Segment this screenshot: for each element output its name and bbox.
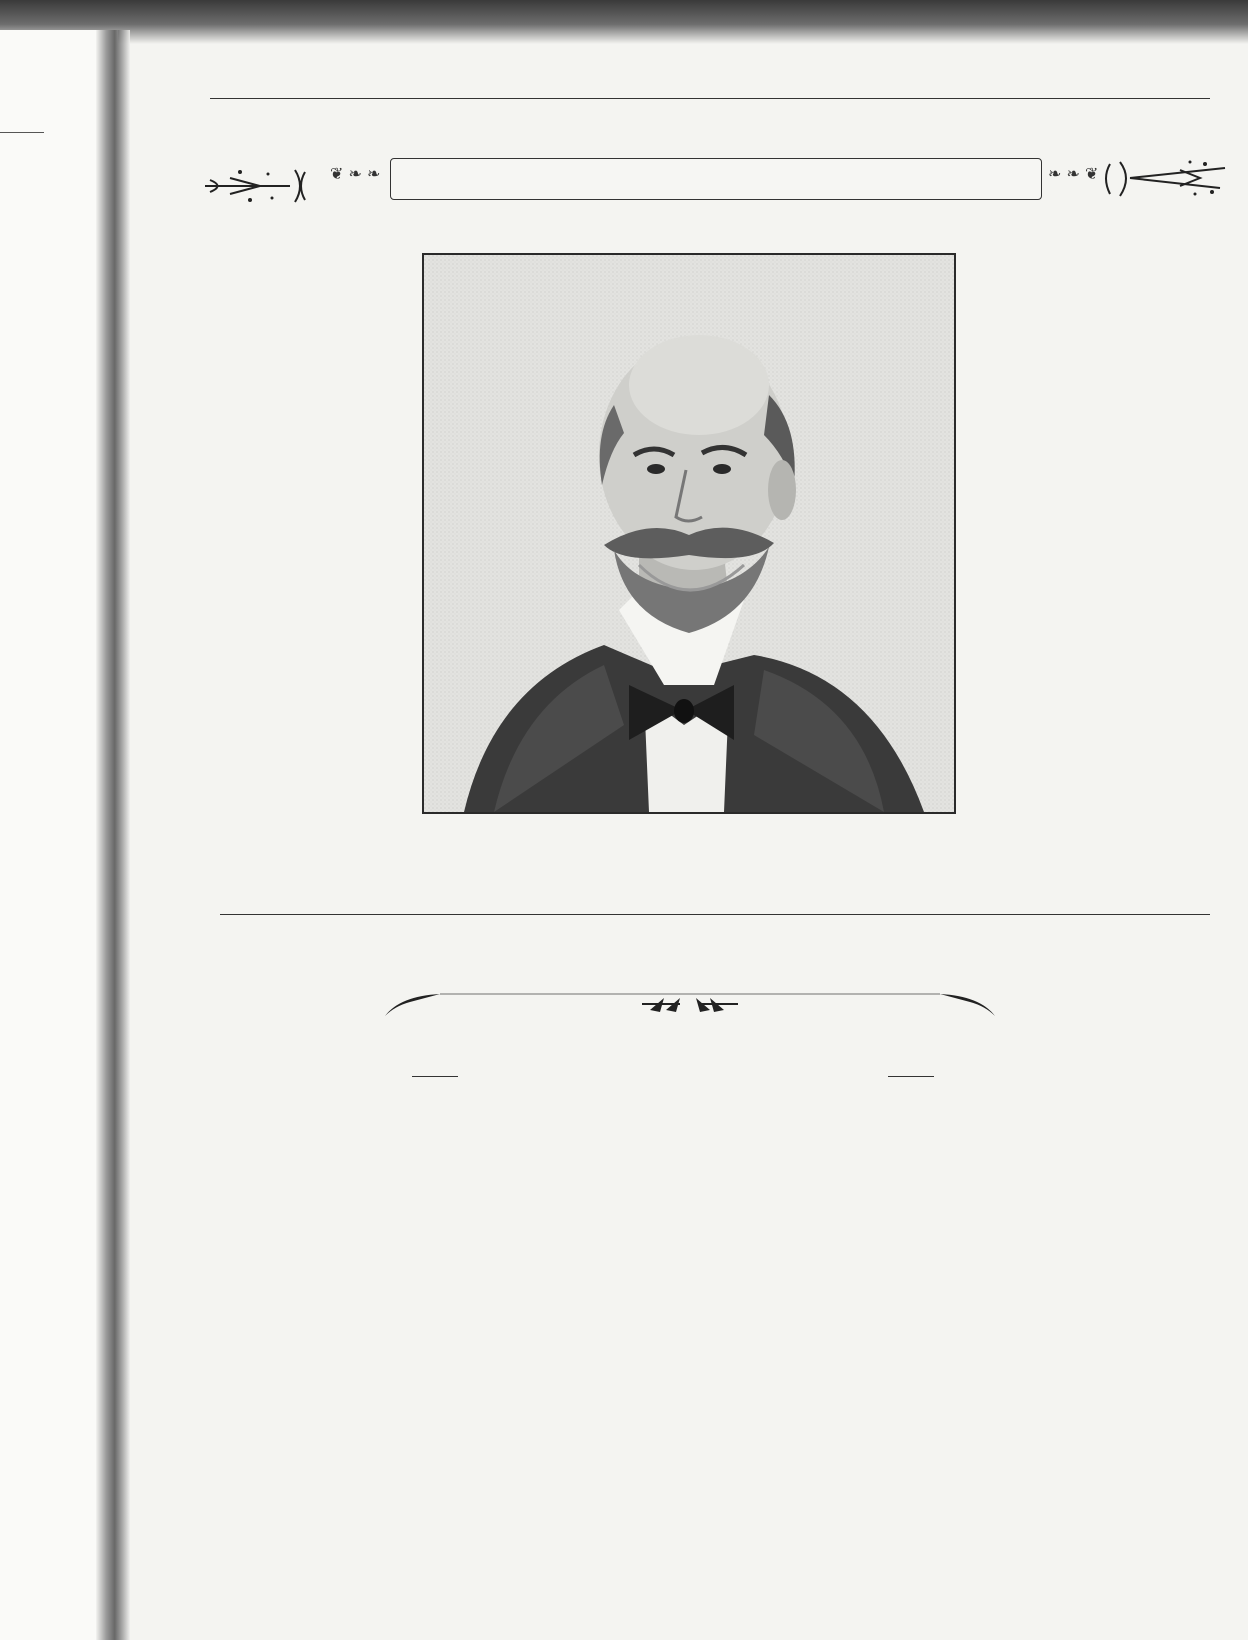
fleuron-icon: ❧ ❧ ❦ — [1048, 164, 1099, 183]
magazine-page — [140, 0, 1240, 1640]
facing-page-rule — [0, 132, 44, 133]
title-dash — [412, 1076, 458, 1077]
section-banner — [200, 148, 1230, 218]
page-gutter — [96, 30, 130, 1640]
title-dash — [888, 1076, 934, 1077]
portrait-illustration — [424, 255, 954, 812]
title-ornament — [380, 980, 1000, 1024]
portrait-photo — [422, 253, 956, 814]
section-rule — [220, 914, 1210, 915]
header-rule — [210, 98, 1210, 99]
fleuron-icon: ❦ ❧ ❧ — [330, 164, 381, 183]
banner-frame — [390, 158, 1042, 200]
poem-column-left — [200, 1056, 670, 1105]
poem-column-right — [676, 1056, 1146, 1105]
